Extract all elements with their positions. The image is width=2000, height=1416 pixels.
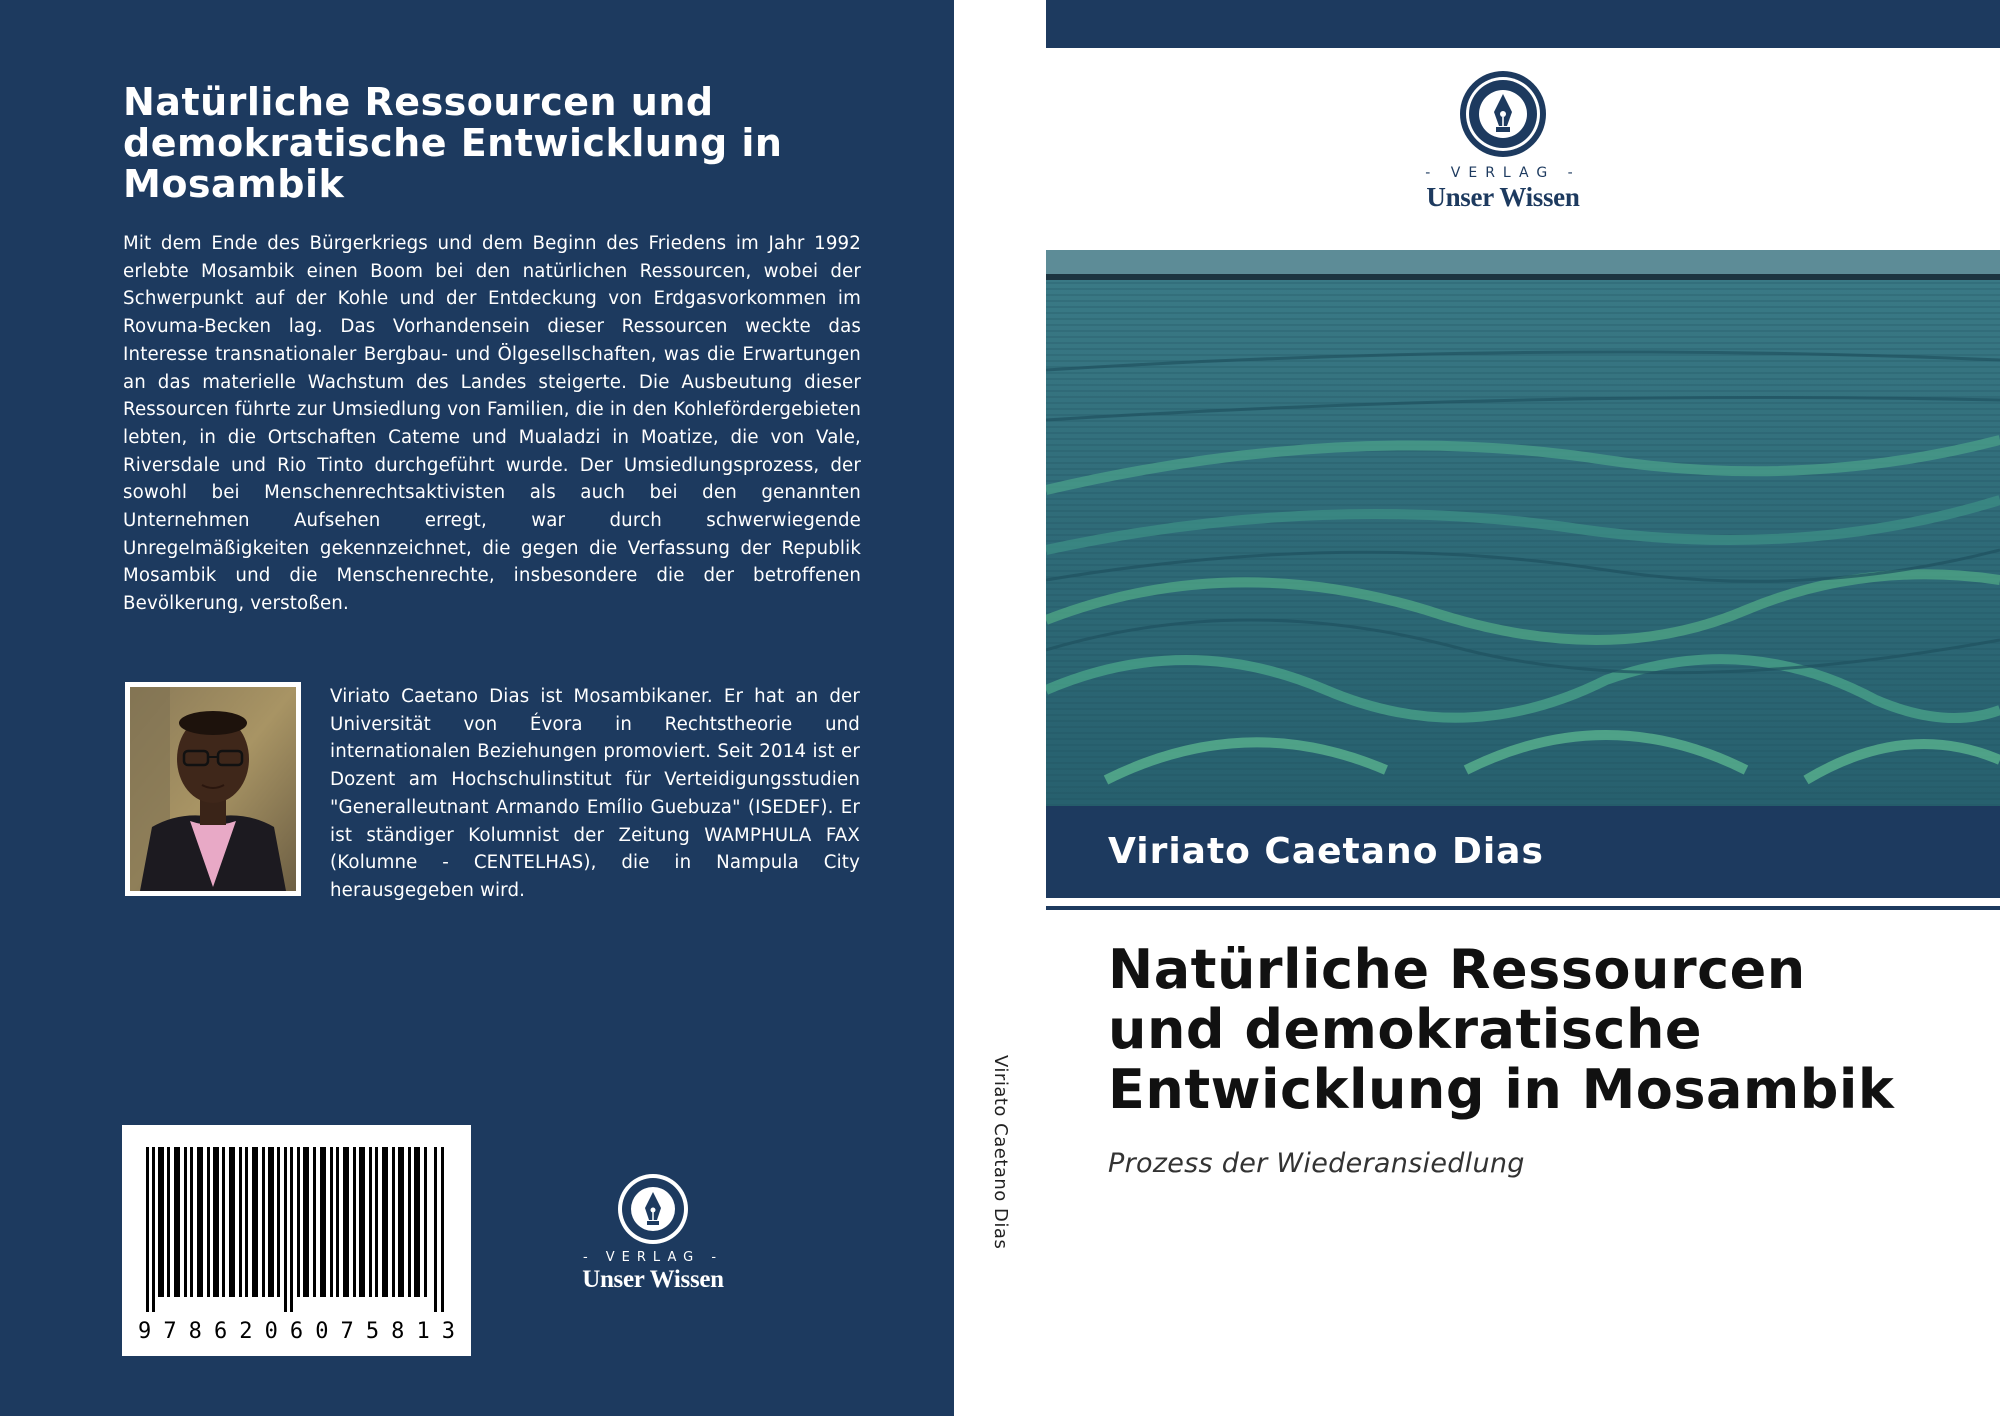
front-publisher-logo xyxy=(1408,70,1598,220)
back-cover xyxy=(0,0,954,1416)
barcode-digit: 1 xyxy=(416,1319,430,1344)
barcode-digit: 0 xyxy=(315,1319,329,1344)
barcode-digits xyxy=(132,1319,461,1344)
barcode-digit: 7 xyxy=(340,1319,354,1344)
back-cover-title: Natürliche Ressourcen und demokratische Entwicklung in Mosambik xyxy=(123,80,783,206)
barcode-digit: 8 xyxy=(188,1319,202,1344)
title-line: und demokratische xyxy=(1108,998,1703,1061)
verlag-label: - VERLAG - xyxy=(1425,165,1581,181)
title-line: Entwicklung in Mosambik xyxy=(1108,1058,1895,1121)
front-cover xyxy=(1046,0,2000,1416)
publisher-brand: Unser Wissen xyxy=(582,1266,724,1293)
title-line: Natürliche Ressourcen xyxy=(1108,938,1806,1001)
front-cover-subtitle: Prozess der Wiederansiedlung xyxy=(1108,1148,1525,1179)
fountain-pen-icon xyxy=(1459,70,1547,158)
barcode-bars xyxy=(144,1147,449,1312)
isbn-barcode xyxy=(122,1125,471,1356)
fountain-pen-icon xyxy=(616,1172,690,1246)
front-cover-title xyxy=(1108,940,1968,1120)
author-photo xyxy=(125,682,301,896)
back-publisher-logo xyxy=(560,1172,746,1302)
barcode-digit: 3 xyxy=(441,1319,455,1344)
barcode-digit: 8 xyxy=(391,1319,405,1344)
cover-image-wood-grain xyxy=(1046,250,2000,806)
verlag-label: - VERLAG - xyxy=(582,1250,724,1265)
front-author-name: Viriato Caetano Dias xyxy=(1108,831,1544,872)
barcode-digit: 0 xyxy=(264,1319,278,1344)
barcode-digit: 2 xyxy=(239,1319,253,1344)
barcode-digit: 9 xyxy=(138,1319,152,1344)
barcode-digit: 6 xyxy=(213,1319,228,1344)
barcode-digit: 5 xyxy=(365,1319,380,1344)
barcode-digit: 7 xyxy=(163,1319,177,1344)
barcode-digit: 6 xyxy=(289,1319,304,1344)
author-bio: Viriato Caetano Dias ist Mosambikaner. Er hat an der Universität von Évora in Rechtstheorie und internationalen Beziehungen promoviert. Seit 2014 ist er Dozent am Hochschulinstitut für Verteidigungsstudien "Generalleutnant Armando Emílio Guebuza" (ISEDEF). Er ist ständiger Kolumnist der Zeitung WAMPHULA FAX (Kolumne - CENTELHAS), die in Nampula City herausgegeben wird. xyxy=(330,686,860,901)
publisher-brand: Unser Wissen xyxy=(1426,182,1580,212)
author-band xyxy=(1046,806,2000,898)
spine-author: Viriato Caetano Dias xyxy=(990,1055,1011,1250)
divider xyxy=(1046,906,2000,910)
top-bar xyxy=(1046,0,2000,48)
back-cover-blurb: Mit dem Ende des Bürgerkriegs und dem Beginn des Friedens im Jahr 1992 erlebte Mosambik einen Boom bei den natürlichen Ressourcen, wobei der Schwerpunkt auf der Kohle und der Entdeckung von Erdgasvorkommen im Rovuma-Becken lag. Das Vorhandensein dieser Ressourcen weckte das Interesse transnationaler Bergbau- und Ölgesellschaften, was die Erwartungen an das materielle Wachstum des Landes steigerte. Die Ausbeutung dieser Ressourcen führte zur Umsiedlung von Familien, die in den Kohlefördergebieten lebten, in die Ortschaften Cateme und Mualadzi in Moatize, die von Vale, Riversdale und Rio Tinto durchgeführt wurde. Der Umsiedlungsprozess, der sowohl bei Menschenrechtsaktivisten als auch bei den genannten Unternehmen Aufsehen erregt, war durch schwerwiegende Unregelmäßigkeiten gekennzeichnet, die gegen die Verfassung der Republik Mosambik und die Menschenrechte, insbesondere die der betroffenen Bevölkerung, verstoßen. xyxy=(123,233,861,615)
